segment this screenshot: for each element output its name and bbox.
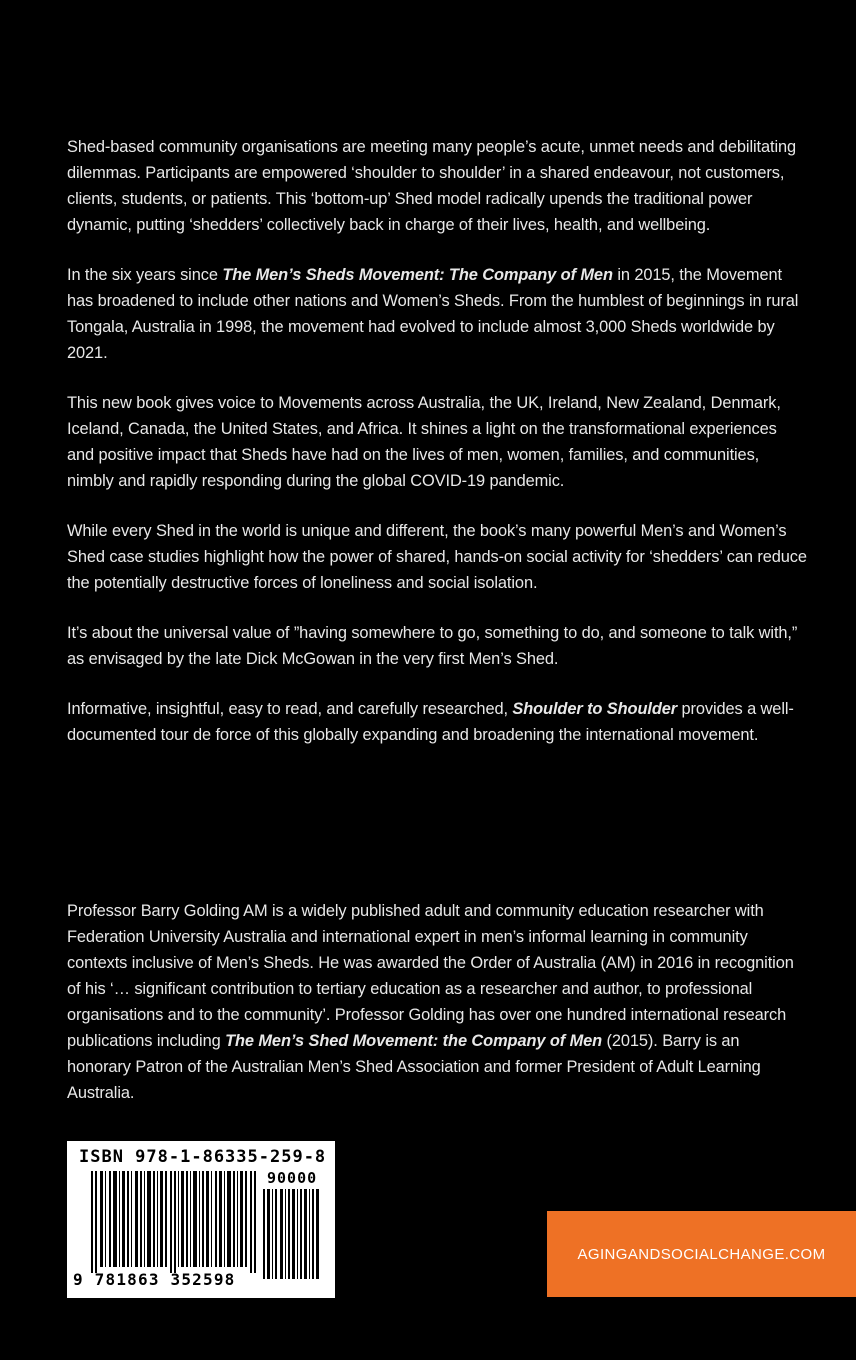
blurb-p6-after: provides a well-documented tour de force of this globally expanding and broadening the international movement. xyxy=(67,700,794,744)
blurb-paragraph-3: This new book gives voice to Movements across Australia, the UK, Ireland, New Zealand, Denmark, Iceland, Canada, the United States, and Africa. It shines a light on the transformational experiences and positive impact that Sheds have had on the lives of men, women, families, and communities, nimbly and rapidly responding during the global COVID-19 pandemic. xyxy=(67,394,781,490)
website-link[interactable]: AGINGANDSOCIALCHANGE.COM xyxy=(577,1245,826,1263)
price-code-label: 90000 xyxy=(267,1169,318,1187)
back-cover-blurb xyxy=(67,134,807,772)
previous-book-title: The Men’s Sheds Movement: The Company of Men xyxy=(222,266,613,284)
book-title: Shoulder to Shoulder xyxy=(512,700,678,718)
isbn-barcode xyxy=(67,1141,335,1298)
author-book-title: The Men’s Shed Movement: the Company of Men xyxy=(225,1032,603,1050)
barcode-bars-icon xyxy=(91,1171,257,1273)
author-bio xyxy=(67,898,807,1106)
blurb-p6-before: Informative, insightful, easy to read, and carefully researched, xyxy=(67,700,513,718)
website-banner xyxy=(547,1211,856,1297)
author-bio-text-2: (2015). Barry is an honorary Patron of the Australian Men’s Shed Association and former President of Adult Learning Australia. xyxy=(67,1032,761,1102)
blurb-paragraph-2 xyxy=(67,262,807,366)
author-bio-text-1: AM is a widely published adult and community education researcher with Federation University Australia and international expert in men’s informal learning in community contexts inclusive of Men’s Sheds. He was awarded the Order of Australia (AM) in 2016 in recognition of his ‘… significant contribution to tertiary education as a researcher and author, to professional organisations and to the community’. Professor Golding has over one hundred international research publications including xyxy=(67,902,794,1050)
price-barcode-bars-icon xyxy=(263,1189,323,1279)
blurb-paragraph-1: Shed-based community organisations are meeting many people’s acute, unmet needs and debilitating dilemmas. Participants are empowered ‘shoulder to shoulder’ in a shared endeavour, not customers, clients, students, or patients. This ‘bottom-up’ Shed model radically upends the traditional power dynamic, putting ‘shedders’ collectively back in charge of their lives, health, and wellbeing. xyxy=(67,138,797,234)
blurb-paragraph-5: It’s about the universal value of ”having somewhere to go, something to do, and someone to talk with,” as envisaged by the late Dick McGowan in the very first Men’s Shed. xyxy=(67,624,798,668)
blurb-p2-after: in 2015, the Movement has broadened to include other nations and Women’s Sheds. From the humblest of beginnings in rural Tongala, Australia in 1998, the movement had evolved to include almost 3,000 Sheds worldwide by 2021. xyxy=(67,266,799,362)
author-bio-paragraph xyxy=(67,898,807,1106)
author-name: Professor Barry Golding xyxy=(67,902,240,920)
isbn-label: ISBN 978-1-86335-259-8 xyxy=(79,1147,327,1167)
blurb-p2-before: In the six years since xyxy=(67,266,223,284)
blurb-paragraph-4: While every Shed in the world is unique and different, the book’s many powerful Men’s and Women’s Shed case studies highlight how the power of shared, hands-on social activity for ‘shedders’ can reduce the potentially destructive forces of loneliness and social isolation. xyxy=(67,522,807,592)
blurb-paragraph-6 xyxy=(67,696,807,748)
barcode-digits: 9 781863 352598 xyxy=(73,1270,236,1289)
